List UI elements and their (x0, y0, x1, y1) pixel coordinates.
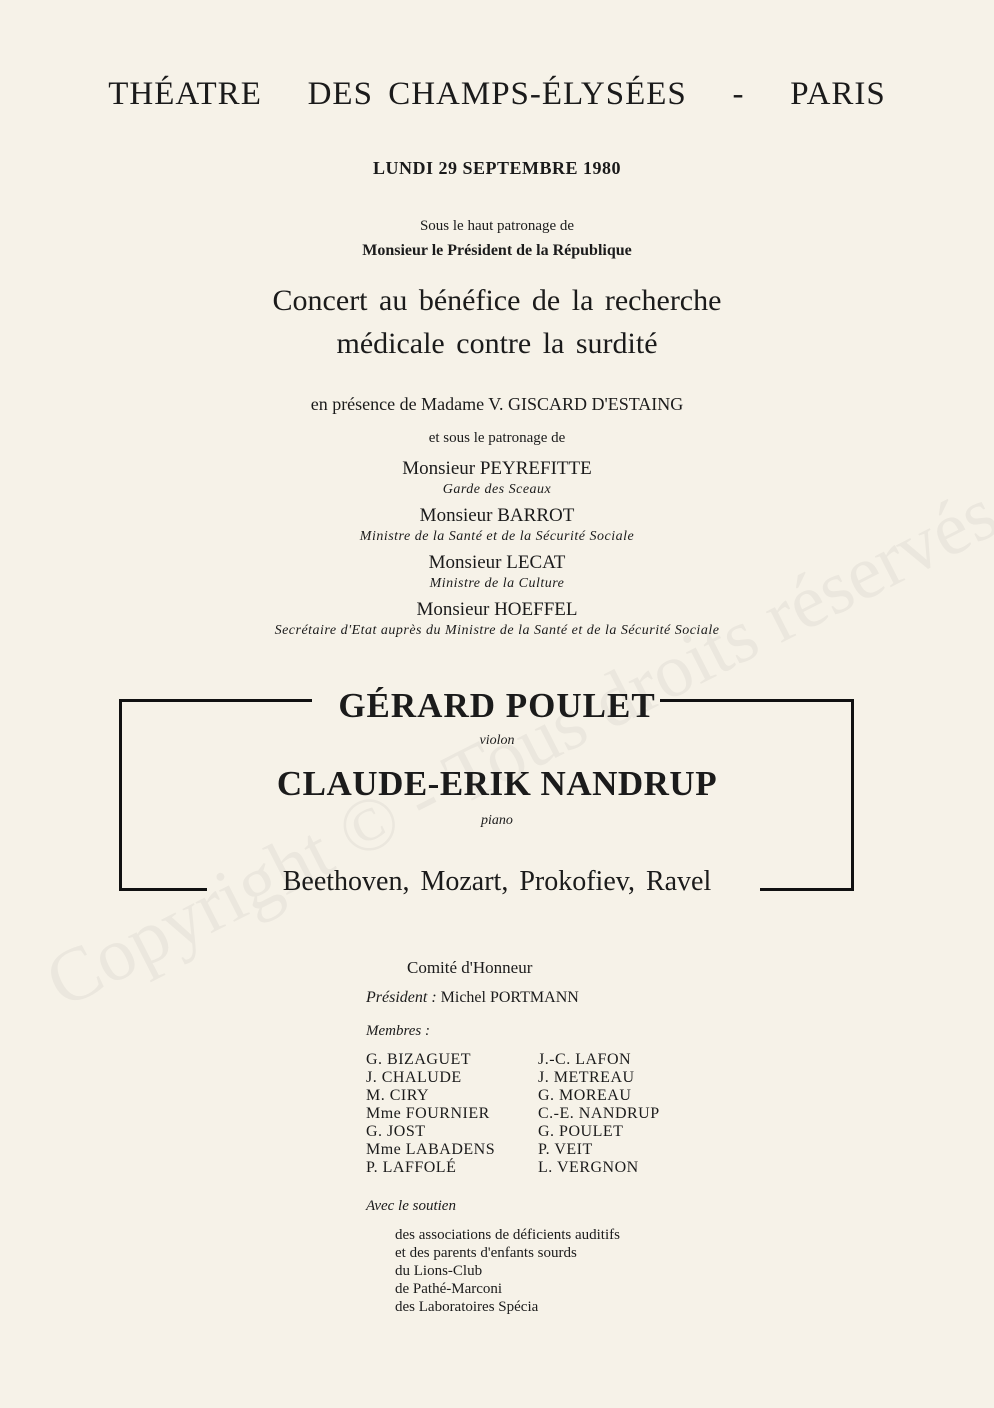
theatre-title: THÉATRE DES CHAMPS-ÉLYSÉES - PARIS (108, 76, 886, 112)
president-name: Michel PORTMANN (440, 989, 579, 1006)
member: Mme FOURNIER (366, 1105, 490, 1122)
concert-title-line2: médicale contre la surdité (336, 327, 658, 360)
patron-role: Secrétaire d'Etat auprès du Ministre de la Santé et de la Sécurité Sociale (274, 623, 720, 638)
presence-line: en présence de Madame V. GISCARD D'ESTAING (310, 394, 684, 414)
patronage-president: Monsieur le Président de la République (362, 242, 632, 259)
patron-role: Ministre de la Santé et de la Sécurité Sociale (359, 529, 635, 544)
patronage-intro: Sous le haut patronage de (419, 218, 575, 234)
support-list (395, 1226, 620, 1316)
member: P. VEIT (538, 1141, 593, 1158)
patron-name: Monsieur LECAT (428, 552, 566, 573)
support-item: de Pathé-Marconi (395, 1281, 503, 1297)
member: C.-E. NANDRUP (538, 1105, 660, 1122)
member: Mme LABADENS (366, 1141, 496, 1158)
committee-title: Comité d'Honneur (407, 958, 533, 977)
member: J. METREAU (538, 1069, 635, 1086)
member: G. BIZAGUET (366, 1051, 472, 1068)
instrument-piano: piano (481, 813, 513, 828)
artist-violinist: GÉRARD POULET (338, 686, 656, 725)
member: G. MOREAU (538, 1087, 632, 1104)
concert-title-line1: Concert au bénéfice de la recherche (272, 284, 722, 317)
patron-role: Garde des Sceaux (442, 482, 552, 497)
support-item: des associations de déficients auditifs (395, 1227, 620, 1243)
support-item: des Laboratoires Spécia (395, 1299, 539, 1315)
member: J.-C. LAFON (538, 1051, 632, 1068)
member: P. LAFFOLÉ (366, 1159, 457, 1176)
artist-pianist: CLAUDE-ERIK NANDRUP (276, 764, 718, 803)
patron-role: Ministre de la Culture (429, 576, 565, 591)
members-column-right (538, 1051, 660, 1177)
president-label: Président : (366, 989, 437, 1006)
member: L. VERGNON (538, 1159, 639, 1176)
committee-president (366, 989, 579, 1007)
patron-name: Monsieur PEYREFITTE (402, 458, 592, 479)
composers-line: Beethoven, Mozart, Prokofiev, Ravel (282, 866, 712, 897)
member: G. JOST (366, 1123, 426, 1140)
sous-patronage-line: et sous le patronage de (428, 430, 566, 446)
member: M. CIRY (366, 1087, 430, 1104)
members-column-left (366, 1051, 495, 1177)
member: J. CHALUDE (366, 1069, 462, 1086)
members-label: Membres : (366, 1023, 431, 1039)
patron-name: Monsieur BARROT (419, 505, 575, 526)
support-item: du Lions-Club (395, 1263, 483, 1279)
support-label: Avec le soutien (366, 1198, 456, 1214)
member: G. POULET (538, 1123, 624, 1140)
support-item: et des parents d'enfants sourds (395, 1245, 577, 1261)
instrument-violin: violon (479, 733, 515, 748)
concert-date: LUNDI 29 SEPTEMBRE 1980 (372, 158, 622, 178)
patron-name: Monsieur HOEFFEL (416, 599, 578, 620)
